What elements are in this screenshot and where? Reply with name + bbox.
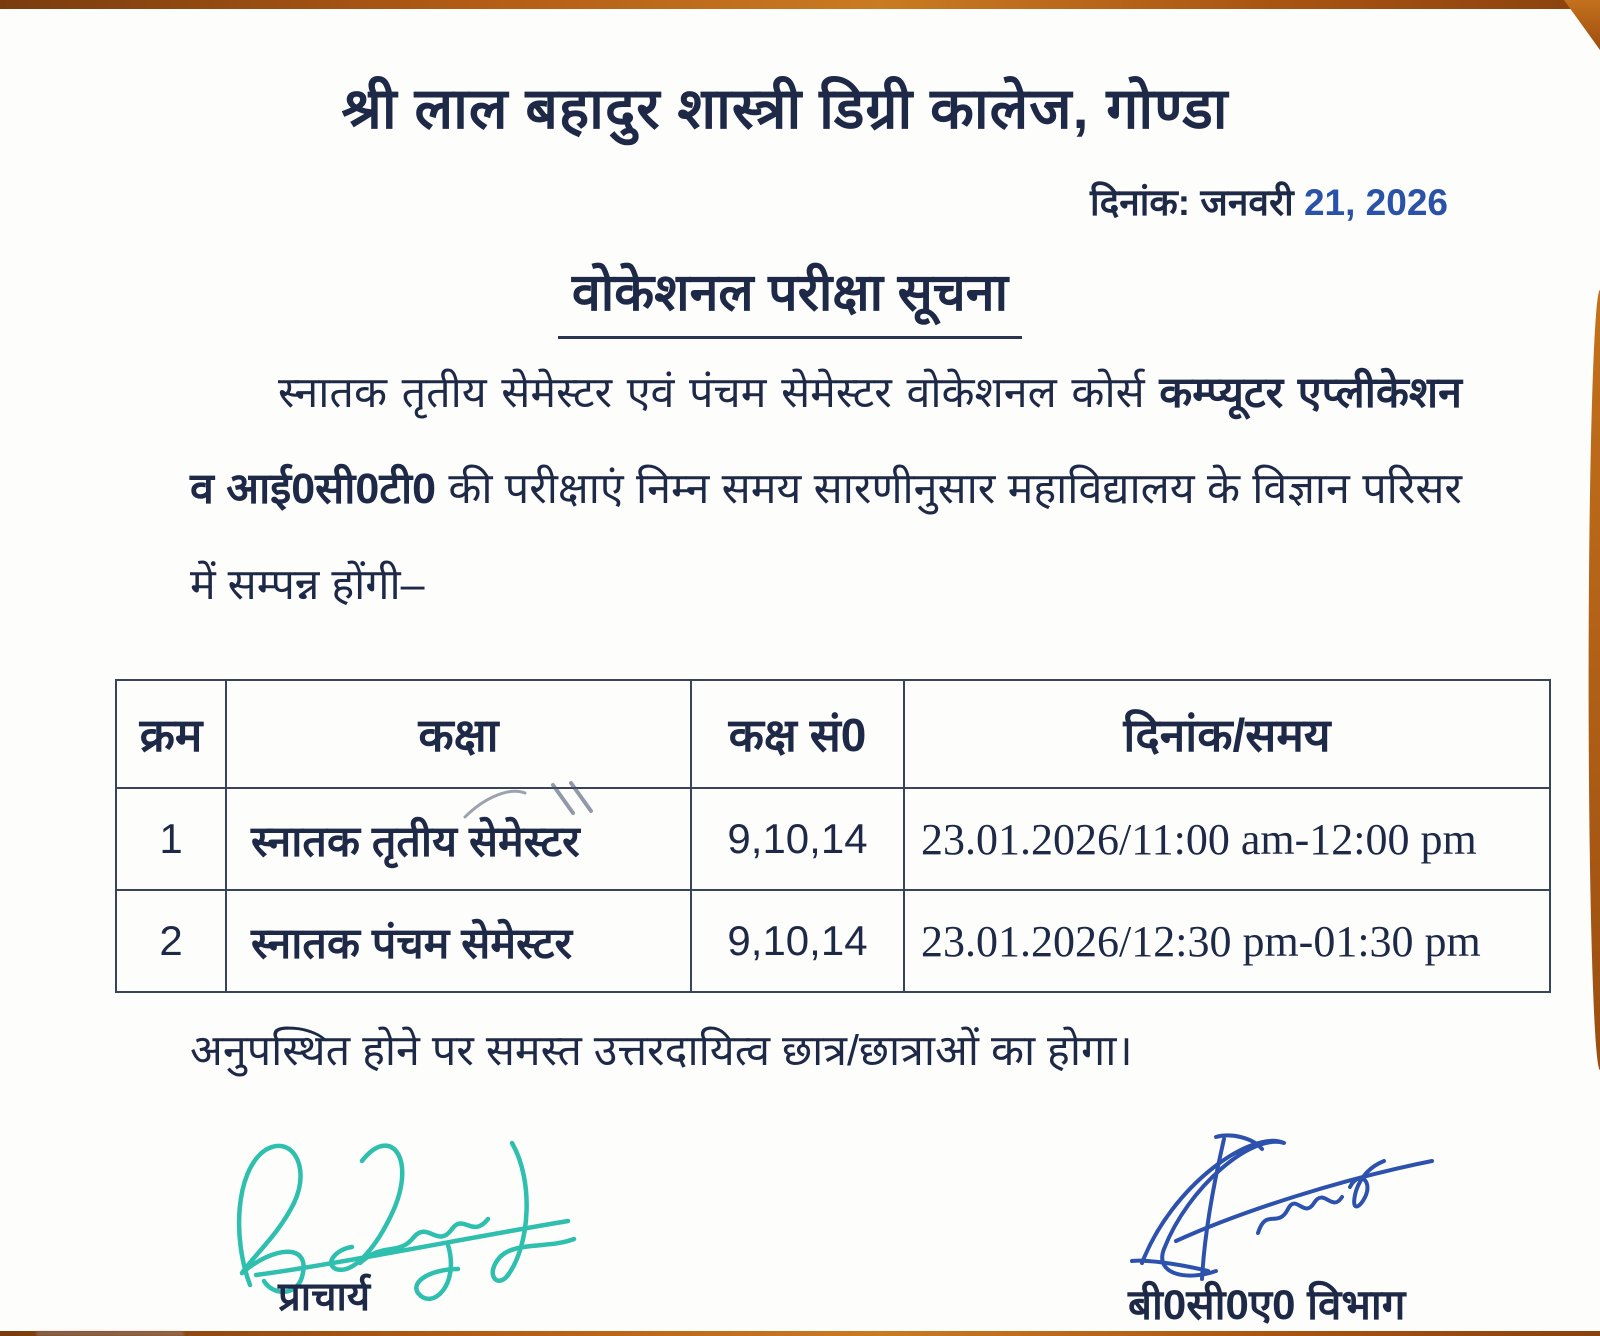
principal-label: प्राचार्य (278, 1275, 371, 1319)
table-row (116, 788, 1550, 890)
row-class: स्नातक पंचम सेमेस्टर (226, 890, 691, 992)
scan-artifact (36, 1331, 184, 1336)
header-datetime: दिनांक/समय (904, 680, 1550, 788)
row-datetime: 23.01.2026/12:30 pm-01:30 pm (904, 890, 1550, 992)
intro-paragraph (190, 345, 1462, 633)
intro-seg1: स्नातक तृतीय सेमेस्टर एवं पंचम सेमेस्टर वोकेशनल कोर्स (278, 369, 1160, 417)
header-class: कक्षा (226, 680, 691, 788)
intro-seg2-bold: कम्प्यूटर एप्लीकेशन व आई0सी0टी0 (190, 369, 1463, 513)
intro-seg3: की परीक्षाएं निम्न समय सारणीनुसार महाविद्यालय के विज्ञान परिसर में सम्पन्न होंगी– (190, 465, 1462, 609)
header-room: कक्ष सं0 (691, 680, 904, 788)
row-class: स्नातक तृतीय सेमेस्टर (226, 788, 691, 890)
row-sno: 2 (116, 890, 226, 992)
date-value: 21, 2026 (1303, 182, 1448, 223)
table-header-row (116, 680, 1550, 788)
notice-title-wrap (0, 255, 1590, 339)
row-sno: 1 (116, 788, 226, 890)
header-sno: क्रम (116, 680, 226, 788)
footer-note: अनुपस्थित होने पर समस्त उत्तरदायित्व छात्र/छात्राओं का होगा। (190, 1027, 1133, 1075)
notice-document-paper (0, 9, 1600, 1331)
exam-schedule-table (115, 679, 1551, 993)
notice-title: वोकेशनल परीक्षा सूचना (558, 255, 1022, 339)
principal-signature (212, 1117, 612, 1317)
row-room: 9,10,14 (691, 890, 904, 992)
college-name: श्री लाल बहादुर शास्त्री डिग्री कालेज, गोण्डा (341, 77, 1229, 141)
row-datetime: 23.01.2026/11:00 am-12:00 pm (904, 788, 1550, 890)
department-label: बी0सी0ए0 विभाग (1128, 1281, 1406, 1328)
date-prefix: दिनांक: जनवरी (1090, 182, 1304, 223)
notice-date (1090, 175, 1448, 226)
table-row (116, 890, 1550, 992)
stray-ink-mark (455, 779, 605, 819)
department-signature (1112, 1121, 1472, 1301)
table-header (116, 680, 1550, 788)
row-room: 9,10,14 (691, 788, 904, 890)
